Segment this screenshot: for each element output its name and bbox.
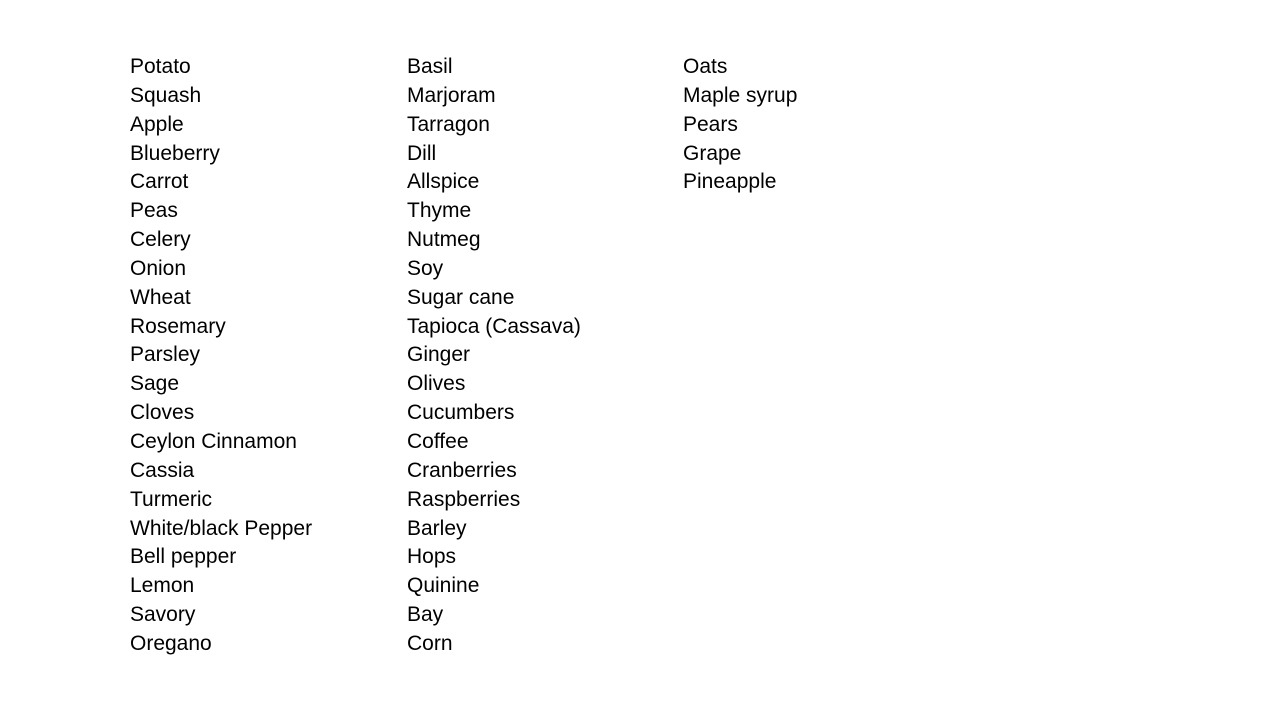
list-item: Barley [407,516,467,540]
food-list-column-2 [407,53,581,659]
list-item: Cucumbers [407,401,515,425]
list-item: Tapioca (Cassava) [407,314,581,338]
list-item: Olives [407,372,466,396]
list-item: Apple [130,112,184,136]
list-item: Maple syrup [683,83,798,107]
list-item: Parsley [130,343,201,367]
list-item: Soy [407,256,444,280]
list-item: Peas [130,199,178,223]
list-item: Dill [407,141,437,165]
list-item: Cranberries [407,458,517,482]
list-item: Quinine [407,574,480,598]
list-item: Rosemary [130,314,226,338]
list-item: Pineapple [683,170,777,194]
list-item: Carrot [130,170,189,194]
list-item: Raspberries [407,487,521,511]
list-item: Bell pepper [130,545,237,569]
list-item: Onion [130,256,187,280]
list-item: Oats [683,55,728,78]
food-list-column-1 [130,53,312,659]
list-item: Grape [683,141,742,165]
list-item: Ginger [407,343,471,367]
list-item: Allspice [407,170,480,194]
list-item: Ceylon Cinnamon [130,429,297,453]
list-item: Savory [130,603,196,627]
list-item: Turmeric [130,487,213,511]
list-item: Lemon [130,574,195,598]
list-item: Bay [407,603,444,627]
list-item: Thyme [407,199,472,223]
list-item: Potato [130,55,191,78]
list-item: Nutmeg [407,228,481,252]
list-item: Oregano [130,631,212,655]
list-item: Tarragon [407,112,490,136]
list-item: Celery [130,228,191,252]
list-item: Corn [407,631,453,655]
list-item: Hops [407,545,457,569]
list-item: Squash [130,83,202,107]
list-item: White/black Pepper [130,516,313,540]
list-item: Marjoram [407,83,496,107]
list-item: Cloves [130,401,195,425]
list-item: Sugar cane [407,285,515,309]
list-item: Pears [683,112,738,136]
list-item: Coffee [407,429,469,453]
list-item: Basil [407,55,453,78]
list-item: Wheat [130,285,191,309]
list-item: Sage [130,372,180,396]
food-list-column-3 [683,53,797,197]
list-item: Blueberry [130,141,220,165]
list-item: Cassia [130,458,195,482]
